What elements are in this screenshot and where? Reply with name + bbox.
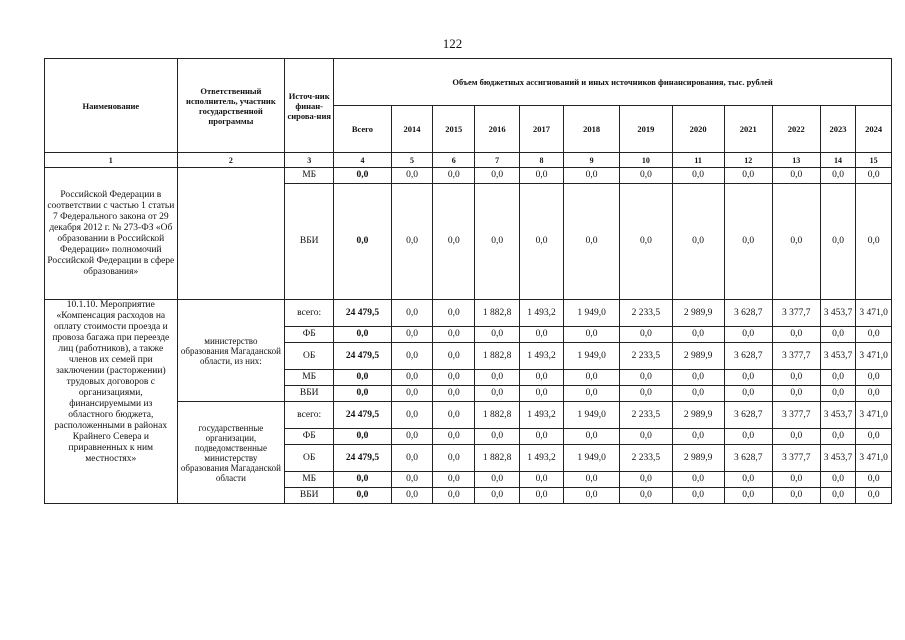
value-cell: 0,0 <box>520 429 564 445</box>
value-cell: 0,0 <box>672 386 724 402</box>
source-cell: всего: <box>285 402 334 429</box>
value-cell: 0,0 <box>475 370 520 386</box>
block1-name: Российской Федерации в соответствии с частью 1 статьи 7 Федерального закона от 29 декабря 2012 г. № 273-ФЗ «Об образовании в Российской Федерации» полномочий Российской Федерации в сфере образования» <box>45 168 178 300</box>
value-cell: 0,0 <box>772 184 820 300</box>
value-cell: 0,0 <box>475 327 520 343</box>
value-cell: 0,0 <box>856 488 892 504</box>
value-cell: 0,0 <box>772 327 820 343</box>
source-cell: ОБ <box>285 343 334 370</box>
value-cell: 0,0 <box>520 370 564 386</box>
value-cell: 0,0 <box>563 327 619 343</box>
value-cell: 0,0 <box>672 327 724 343</box>
value-cell: 3 453,7 <box>820 402 856 429</box>
value-cell: 0,0 <box>563 472 619 488</box>
value-cell: 0,0 <box>820 184 856 300</box>
value-cell: 0,0 <box>433 168 475 184</box>
value-cell: 0,0 <box>820 429 856 445</box>
value-cell: 1 493,2 <box>520 343 564 370</box>
header-year: 2020 <box>672 106 724 153</box>
value-cell: 0,0 <box>433 472 475 488</box>
value-cell: 0,0 <box>772 472 820 488</box>
value-cell: 2 233,5 <box>620 402 672 429</box>
column-number: 12 <box>724 153 772 168</box>
value-cell: 1 493,2 <box>520 300 564 327</box>
value-cell: 3 453,7 <box>820 343 856 370</box>
value-cell: 1 882,8 <box>475 402 520 429</box>
value-cell: 0,0 <box>433 184 475 300</box>
value-cell: 0,0 <box>856 386 892 402</box>
value-cell: 0,0 <box>391 184 433 300</box>
header-total: Всего <box>334 106 391 153</box>
value-total: 24 479,5 <box>334 343 391 370</box>
value-cell: 0,0 <box>620 184 672 300</box>
value-cell: 0,0 <box>391 300 433 327</box>
value-cell: 0,0 <box>433 370 475 386</box>
header-budget-group: Объем бюджетных ассигнований и иных источников финансирования, тыс. рублей <box>334 59 892 106</box>
header-year: 2016 <box>475 106 520 153</box>
source-cell: МБ <box>285 168 334 184</box>
value-cell: 2 233,5 <box>620 445 672 472</box>
value-cell: 3 453,7 <box>820 300 856 327</box>
value-cell: 1 949,0 <box>563 343 619 370</box>
column-number: 11 <box>672 153 724 168</box>
value-cell: 0,0 <box>433 343 475 370</box>
value-cell: 3 628,7 <box>724 343 772 370</box>
value-cell: 0,0 <box>563 488 619 504</box>
value-cell: 0,0 <box>772 168 820 184</box>
value-cell: 0,0 <box>724 386 772 402</box>
value-cell: 0,0 <box>520 327 564 343</box>
value-cell: 3 377,7 <box>772 445 820 472</box>
value-cell: 0,0 <box>563 386 619 402</box>
value-cell: 0,0 <box>620 488 672 504</box>
value-cell: 0,0 <box>433 429 475 445</box>
source-cell: ФБ <box>285 429 334 445</box>
value-cell: 2 989,9 <box>672 300 724 327</box>
column-number-row <box>45 153 892 168</box>
value-cell: 1 949,0 <box>563 300 619 327</box>
value-cell: 0,0 <box>391 386 433 402</box>
header-year: 2022 <box>772 106 820 153</box>
source-cell: ОБ <box>285 445 334 472</box>
value-cell: 1 949,0 <box>563 445 619 472</box>
value-cell: 0,0 <box>391 343 433 370</box>
value-cell: 0,0 <box>475 472 520 488</box>
header-year: 2021 <box>724 106 772 153</box>
value-cell: 0,0 <box>563 168 619 184</box>
page-number: 122 <box>442 36 463 51</box>
column-number: 9 <box>563 153 619 168</box>
table-row <box>45 168 892 184</box>
value-cell: 0,0 <box>433 327 475 343</box>
value-cell: 0,0 <box>672 488 724 504</box>
value-total: 0,0 <box>334 386 391 402</box>
value-cell: 1 493,2 <box>520 402 564 429</box>
value-cell: 0,0 <box>772 370 820 386</box>
value-cell: 3 453,7 <box>820 445 856 472</box>
value-cell: 0,0 <box>856 472 892 488</box>
source-cell: МБ <box>285 472 334 488</box>
value-cell: 0,0 <box>391 402 433 429</box>
value-cell: 0,0 <box>724 370 772 386</box>
value-cell: 0,0 <box>520 488 564 504</box>
value-total: 0,0 <box>334 488 391 504</box>
value-cell: 0,0 <box>391 472 433 488</box>
value-cell: 1 882,8 <box>475 300 520 327</box>
value-cell: 0,0 <box>391 168 433 184</box>
responsible-executor: государственные организации, подведомственные министерству образования Магаданской области <box>177 402 285 504</box>
value-cell: 3 628,7 <box>724 445 772 472</box>
value-cell: 2 989,9 <box>672 343 724 370</box>
value-cell: 0,0 <box>520 472 564 488</box>
budget-table <box>44 58 892 504</box>
value-total: 0,0 <box>334 472 391 488</box>
value-cell: 2 989,9 <box>672 445 724 472</box>
source-cell: МБ <box>285 370 334 386</box>
value-total: 24 479,5 <box>334 300 391 327</box>
value-cell: 0,0 <box>391 370 433 386</box>
value-cell: 0,0 <box>856 370 892 386</box>
value-cell: 0,0 <box>724 184 772 300</box>
header-year: 2019 <box>620 106 672 153</box>
measure-name: 10.1.10. Мероприятие «Компенсация расходов на оплату стоимости проезда и провоза багажа при переезде лиц (работников), а также членов их семей при заключении (расторжении) трудовых договоров с организациями, финансируемыми из областного бюджета, расположенными в районах Крайнего Севера и приравненных к ним местностях» <box>45 300 178 504</box>
value-cell: 0,0 <box>820 168 856 184</box>
value-total: 0,0 <box>334 327 391 343</box>
value-cell: 0,0 <box>475 488 520 504</box>
value-cell: 0,0 <box>391 445 433 472</box>
value-cell: 0,0 <box>433 488 475 504</box>
value-cell: 2 233,5 <box>620 300 672 327</box>
value-cell: 3 377,7 <box>772 402 820 429</box>
column-number: 1 <box>45 153 178 168</box>
source-cell: ВБИ <box>285 184 334 300</box>
value-cell: 0,0 <box>672 429 724 445</box>
value-cell: 0,0 <box>620 472 672 488</box>
value-cell: 0,0 <box>520 184 564 300</box>
value-cell: 0,0 <box>520 168 564 184</box>
value-cell: 3 471,0 <box>856 300 892 327</box>
value-cell: 0,0 <box>856 184 892 300</box>
value-cell: 0,0 <box>433 300 475 327</box>
value-cell: 0,0 <box>433 402 475 429</box>
value-cell: 0,0 <box>391 327 433 343</box>
value-cell: 0,0 <box>772 429 820 445</box>
value-cell: 2 989,9 <box>672 402 724 429</box>
value-cell: 3 377,7 <box>772 300 820 327</box>
value-cell: 0,0 <box>820 488 856 504</box>
value-cell: 1 882,8 <box>475 343 520 370</box>
value-cell: 0,0 <box>563 184 619 300</box>
header-source: Источ-ник финан-сирова-ния <box>285 59 334 153</box>
value-cell: 0,0 <box>820 386 856 402</box>
header-year: 2018 <box>563 106 619 153</box>
header-year: 2023 <box>820 106 856 153</box>
column-number: 5 <box>391 153 433 168</box>
column-number: 10 <box>620 153 672 168</box>
value-cell: 0,0 <box>672 168 724 184</box>
value-cell: 1 949,0 <box>563 402 619 429</box>
source-cell: всего: <box>285 300 334 327</box>
value-total: 0,0 <box>334 370 391 386</box>
source-cell: ФБ <box>285 327 334 343</box>
value-cell: 3 377,7 <box>772 343 820 370</box>
value-cell: 0,0 <box>820 327 856 343</box>
value-cell: 0,0 <box>856 168 892 184</box>
column-number: 3 <box>285 153 334 168</box>
column-number: 2 <box>177 153 285 168</box>
block1-responsible <box>177 168 285 300</box>
value-cell: 0,0 <box>620 327 672 343</box>
value-cell: 0,0 <box>672 184 724 300</box>
value-cell: 0,0 <box>820 370 856 386</box>
value-cell: 0,0 <box>520 386 564 402</box>
value-cell: 0,0 <box>433 445 475 472</box>
value-cell: 0,0 <box>475 429 520 445</box>
column-number: 4 <box>334 153 391 168</box>
value-cell: 0,0 <box>820 472 856 488</box>
value-cell: 0,0 <box>724 488 772 504</box>
value-cell: 3 628,7 <box>724 300 772 327</box>
value-cell: 0,0 <box>856 429 892 445</box>
responsible-executor: министерство образования Магаданской области, из них: <box>177 300 285 402</box>
value-cell: 0,0 <box>563 429 619 445</box>
value-cell: 0,0 <box>475 168 520 184</box>
source-cell: ВБИ <box>285 488 334 504</box>
value-cell: 0,0 <box>724 168 772 184</box>
header-year: 2024 <box>856 106 892 153</box>
value-cell: 0,0 <box>620 386 672 402</box>
value-cell: 0,0 <box>391 488 433 504</box>
value-cell: 0,0 <box>391 429 433 445</box>
column-number: 6 <box>433 153 475 168</box>
table-row <box>45 300 892 327</box>
column-number: 7 <box>475 153 520 168</box>
value-cell: 0,0 <box>672 472 724 488</box>
value-cell: 0,0 <box>433 386 475 402</box>
header-name: Наименование <box>45 59 178 153</box>
value-cell: 3 471,0 <box>856 402 892 429</box>
header-year: 2015 <box>433 106 475 153</box>
column-number: 8 <box>520 153 564 168</box>
header-responsible: Ответственный исполнитель, участник государственной программы <box>177 59 285 153</box>
header-year: 2014 <box>391 106 433 153</box>
value-cell: 0,0 <box>475 386 520 402</box>
value-cell: 0,0 <box>620 168 672 184</box>
value-cell: 0,0 <box>620 370 672 386</box>
value-cell: 0,0 <box>672 370 724 386</box>
value-cell: 0,0 <box>772 488 820 504</box>
column-number: 14 <box>820 153 856 168</box>
value-cell: 3 471,0 <box>856 445 892 472</box>
value-cell: 0,0 <box>856 327 892 343</box>
value-total: 0,0 <box>334 168 391 184</box>
value-cell: 1 882,8 <box>475 445 520 472</box>
column-number: 13 <box>772 153 820 168</box>
value-cell: 0,0 <box>475 184 520 300</box>
value-cell: 0,0 <box>620 429 672 445</box>
value-cell: 3 471,0 <box>856 343 892 370</box>
value-cell: 0,0 <box>724 429 772 445</box>
value-cell: 0,0 <box>724 327 772 343</box>
value-cell: 0,0 <box>772 386 820 402</box>
value-cell: 0,0 <box>563 370 619 386</box>
value-total: 0,0 <box>334 184 391 300</box>
source-cell: ВБИ <box>285 386 334 402</box>
column-number: 15 <box>856 153 892 168</box>
value-total: 24 479,5 <box>334 402 391 429</box>
value-cell: 3 628,7 <box>724 402 772 429</box>
header-year: 2017 <box>520 106 564 153</box>
value-total: 24 479,5 <box>334 445 391 472</box>
value-total: 0,0 <box>334 429 391 445</box>
value-cell: 0,0 <box>724 472 772 488</box>
value-cell: 1 493,2 <box>520 445 564 472</box>
value-cell: 2 233,5 <box>620 343 672 370</box>
